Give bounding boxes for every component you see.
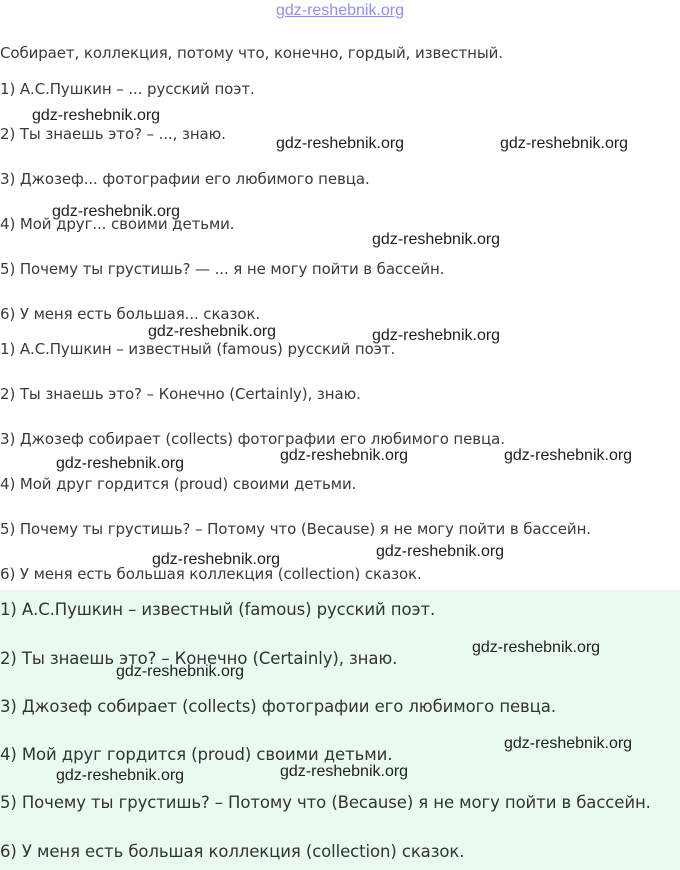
exercise-item-3: 3) Джозеф... фотографии его любимого певца. (0, 170, 370, 188)
watermark: gdz-reshebnik.org (116, 663, 245, 680)
watermark: gdz-reshebnik.org (504, 447, 633, 464)
watermark: gdz-reshebnik.org (148, 323, 277, 340)
watermark: gdz-reshebnik.org (500, 135, 629, 152)
watermark: gdz-reshebnik.org (276, 135, 405, 152)
exercise-item-4: 4) Мой друг... своими детьми. (0, 215, 235, 233)
watermark: gdz-reshebnik.org (52, 203, 181, 220)
highlight-answer-2: 2) Ты знаешь это? – Конечно (Certainly), знаю. (0, 649, 398, 668)
watermark: gdz-reshebnik.org (56, 767, 185, 784)
word-bank: Собирает, коллекция, потому что, конечно, гордый, известный. (0, 44, 503, 62)
answers-highlight-box (0, 590, 680, 870)
site-link[interactable]: gdz-reshebnik.org (275, 2, 405, 19)
answer-item-1: 1) А.С.Пушкин – известный (famous) русский поэт. (0, 340, 396, 358)
exercise-item-2: 2) Ты знаешь это? – ..., знаю. (0, 125, 226, 143)
highlight-answer-6: 6) У меня есть большая коллекция (collection) сказок. (0, 842, 465, 861)
watermark: gdz-reshebnik.org (152, 551, 281, 568)
watermark: gdz-reshebnik.org (376, 543, 505, 560)
exercise-item-5: 5) Почему ты грустишь? — ... я не могу пойти в бассейн. (0, 260, 445, 278)
answer-item-6: 6) У меня есть большая коллекция (collection) сказок. (0, 565, 422, 583)
highlight-answer-1: 1) А.С.Пушкин – известный (famous) русский поэт. (0, 600, 436, 619)
watermark: gdz-reshebnik.org (32, 107, 161, 124)
watermark: gdz-reshebnik.org (372, 231, 501, 248)
watermark: gdz-reshebnik.org (472, 639, 601, 656)
watermark: gdz-reshebnik.org (504, 735, 633, 752)
answer-item-3: 3) Джозеф собирает (collects) фотографии его любимого певца. (0, 430, 505, 448)
exercise-item-1: 1) А.С.Пушкин – ... русский поэт. (0, 80, 255, 98)
watermark: gdz-reshebnik.org (280, 447, 409, 464)
answer-item-2: 2) Ты знаешь это? – Конечно (Certainly), знаю. (0, 385, 361, 403)
answer-item-4: 4) Мой друг гордится (proud) своими детьми. (0, 475, 357, 493)
answer-item-5: 5) Почему ты грустишь? – Потому что (Because) я не могу пойти в бассейн. (0, 520, 591, 538)
watermark: gdz-reshebnik.org (56, 455, 185, 472)
watermark: gdz-reshebnik.org (372, 327, 501, 344)
highlight-answer-3: 3) Джозеф собирает (collects) фотографии его любимого певца. (0, 697, 556, 716)
exercise-item-6: 6) У меня есть большая... сказок. (0, 305, 261, 323)
watermark: gdz-reshebnik.org (280, 763, 409, 780)
highlight-answer-4: 4) Мой друг гордится (proud) своими детьми. (0, 745, 393, 764)
highlight-answer-5: 5) Почему ты грустишь? – Потому что (Because) я не могу пойти в бассейн. (0, 793, 651, 812)
